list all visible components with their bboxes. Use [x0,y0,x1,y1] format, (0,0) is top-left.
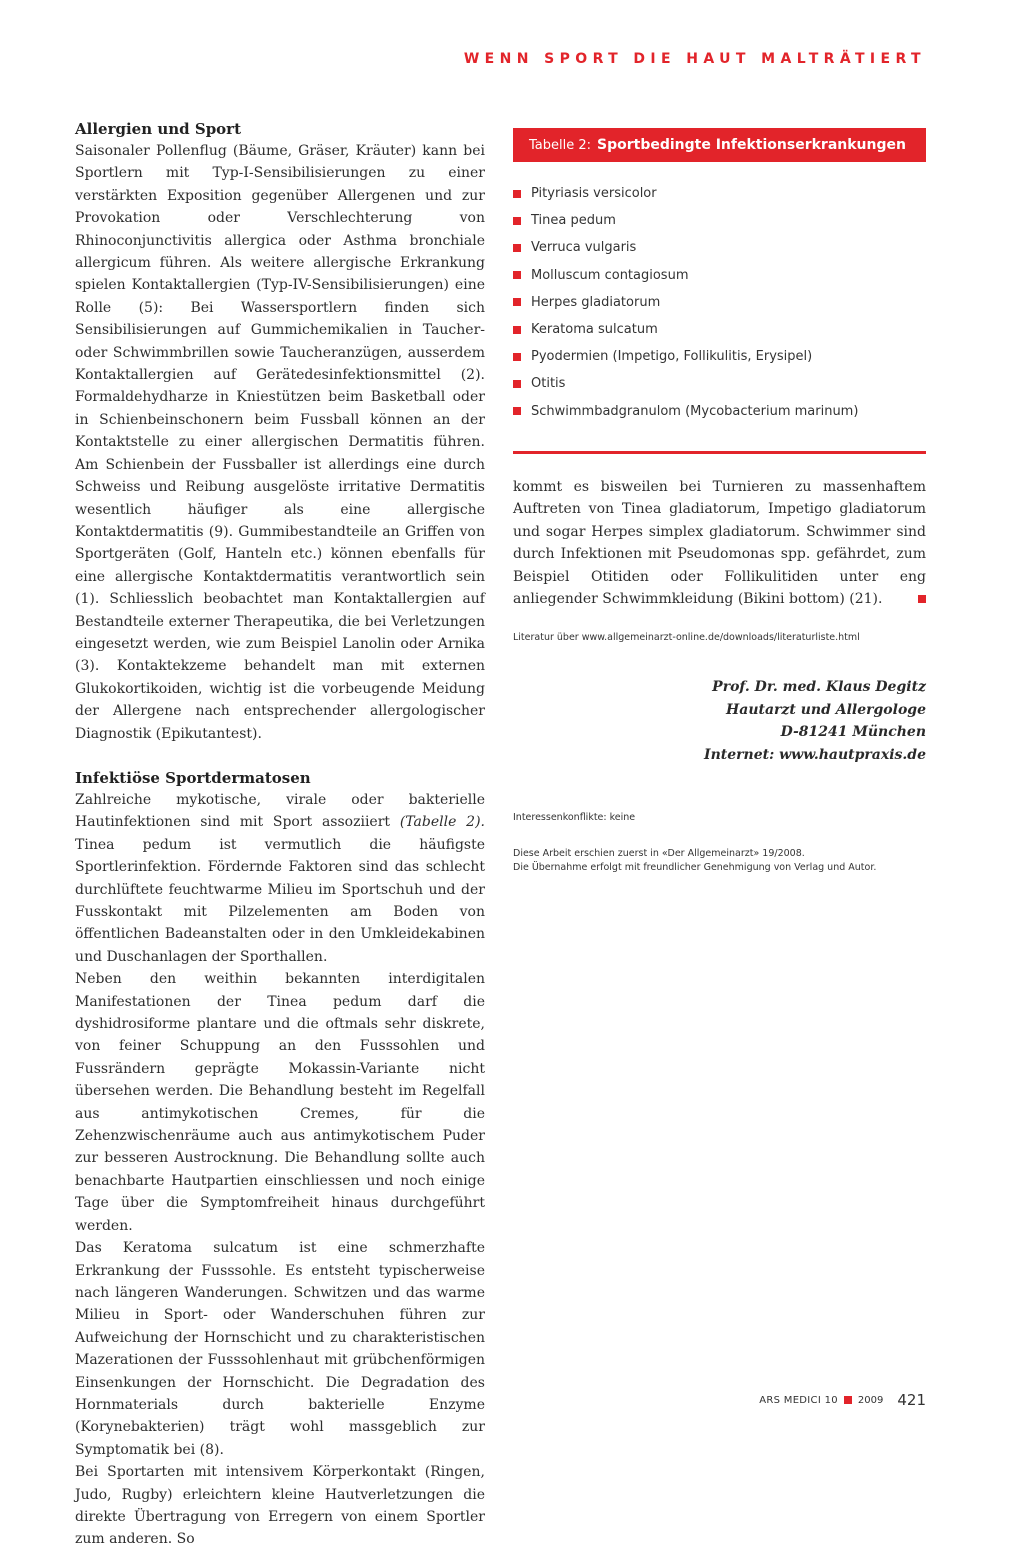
table-bottom-rule [513,451,926,454]
list-item [513,370,926,397]
list-item [513,234,926,261]
section-heading-allergies: Allergien und Sport [75,120,242,138]
bullet-square-icon [513,326,521,334]
publication-note [513,847,926,875]
list-item [513,207,926,234]
list-item [513,398,926,425]
literature-note [513,631,926,645]
conflicts-note [513,811,926,825]
issue-year: 2009 [857,1394,884,1406]
list-item [513,262,926,289]
list-item-text: Pyodermien (Impetigo, Follikulitis, Erysipel) [531,349,813,365]
author-website: Internet: www.hautpraxis.de [704,747,926,764]
list-item-text: Pityriasis versicolor [531,186,657,202]
author-name: Prof. Dr. med. Klaus Degitz [712,679,926,695]
list-item [513,289,926,316]
magazine-name: ARS MEDICI 10 [759,1394,838,1406]
list-item-text: Keratoma sulcatum [531,322,658,338]
page-number: 421 [897,1391,926,1409]
list-item-text: Otitis [531,376,566,392]
infection-table [513,128,926,425]
running-header: WENN SPORT DIE HAUT MALTRÄTIERT [463,51,926,67]
author-block [513,676,926,767]
list-item-text: Schwimmbadgranulom (Mycobacterium marinum) [531,403,859,419]
list-item-text: Molluscum contagiosum [531,267,689,283]
list-item-text: Verruca vulgaris [531,240,637,256]
infections-paragraph-1 [75,789,485,968]
bullet-square-icon [513,353,521,361]
table-reference: (Tabelle 2). [399,814,485,831]
page-footer [759,1391,926,1409]
publication-note-line-2: Die Übernahme erfolgt mit freundlicher Genehmigung von Verlag und Autor. [513,862,877,873]
list-item-text: Tinea pedum [531,213,616,229]
text-run: Tinea pedum ist vermutlich die häufigste Sportlerinfektion. Fördernde Faktoren sind das schlecht durchlüftete feuchtwarme Milieu im Sportschuh und der Fusskontakt mit Pilzelementen am Boden von öffentlichen Badeanstalten oder in den Umkleidekabinen und Duschanlagen der Sporthallen. [75,836,485,965]
end-of-article-icon [918,595,926,603]
list-item [513,316,926,343]
bullet-square-icon [513,190,521,198]
bullet-square-icon [513,244,521,252]
right-column-text [513,476,926,610]
list-item [513,180,926,207]
footer-square-icon [844,1396,852,1404]
author-address: D-81241 München [780,724,926,741]
bullet-square-icon [513,407,521,415]
list-item-text: Herpes gladiatorum [531,294,661,310]
text-run: Zahlreiche mykotische, virale oder bakterielle Hautinfektionen sind mit Sport assoziiert [75,791,485,831]
left-column [75,118,485,1551]
list-item [513,343,926,370]
continuation-paragraph [513,476,926,610]
section-heading-infections: Infektiöse Sportdermatosen [75,768,311,787]
literature-link: Literatur über www.allgemeinarzt-online.de/downloads/literaturliste.html [513,632,860,643]
table-label: Tabelle 2: [529,137,592,153]
text-run: kommt es bisweilen bei Turnieren zu massenhaftem Auftreten von Tinea gladiatorum, Impetigo gladiatorum und sogar Herpes simplex gladiatorum. Schwimmer sind durch Infektionen mit Pseudomonas spp. gefährdet, zum Beispiel Otitiden oder Follikulitiden unter eng anliegender Schwimmkleidung (Bikini bottom) (21). [513,479,926,608]
allergies-paragraph: Saisonaler Pollenflug (Bäume, Gräser, Kräuter) kann bei Sportlern mit Typ-I-Sensibilisierungen zu einer verstärkten Exposition gegenüber Allergenen und zur Provokation oder Verschlechterung von Rhinoconjunctivitis allergica oder Asthma bronchiale allergicum führen. Als weitere allergische Erkrankung spielen Kontaktallergien (Typ-IV-Sensibilisierungen) eine Rolle (5): Bei Wassersportlern finden sich Sensibilisierungen auf Gummichemikalien in Taucher- oder Schwimmbrillen sowie Taucheranzügen, ausserdem Kontaktallergien auf Gerätedesinfektionsmittel (2). Formaldehydharze in Kniestützen beim Basketball oder in Schienbeinschonern beim Fussball können an der Kontaktstelle zu einer allergischen Dermatitis führen. Am Schienbein der Fussballer ist allerdings eine durch Schweiss und Reibung ausgelöste irritative Dermatitis wesentlich häufiger als eine allergische Kontaktdermatitis (9). Gummibestandteile an Griffen von Sportgeräten (Golf, Hanteln etc.) können ebenfalls für eine allergische Kontaktdermatitis verantwortlich sein (1). Schliesslich beobachtet man Kontaktallergien auf Bestandteile externer Therapeutika, die bei Verletzungen eingesetzt werden, wie zum Beispiel Lanolin oder Arnika (3). Kontaktekzeme behandelt man mit externen Glukokortikoiden, wichtig ist die vorbeugende Meidung der Allergene nach entsprechender allergologischer Diagnostik (Epikutantest). [75,143,485,742]
infections-paragraph-3: Das Keratoma sulcatum ist eine schmerzhafte Erkrankung der Fusssohle. Es entsteht typischerweise nach längeren Wanderungen. Schwitzen und das warme Milieu in Sport- oder Wanderschuhen führen zur Aufweichung der Hornschicht und zu charakteristischen Mazerationen der Fusssohlenhaut mit grübchenförmigen Einsenkungen der Hornschicht. Die Degradation des Hornmaterials durch bakterielle Enzyme (Korynebakterien) trägt wohl massgeblich zur Symptomatik bei (8). [75,1240,485,1458]
bullet-square-icon [513,271,521,279]
author-title: Hautarzt und Allergologe [726,701,926,718]
table-list [513,180,926,425]
conflicts-text: Interessenkonflikte: keine [513,812,636,823]
bullet-square-icon [513,298,521,306]
bullet-square-icon [513,217,521,225]
table-header [513,128,926,162]
bullet-square-icon [513,380,521,388]
table-title: Sportbedingte Infektionserkrankungen [597,137,906,153]
infections-paragraph-2: Neben den weithin bekannten interdigitalen Manifestationen der Tinea pedum darf die dyshidrosiforme plantare und die oftmals sehr diskrete, von feiner Schuppung an den Fusssohlen und Fussrändern geprägte Mokassin-Variante nicht übersehen werden. Die Behandlung besteht im Regelfall aus antimykotischen Cremes, für die Zehenzwischenräume auch aus antimykotischem Puder zur besseren Austrocknung. Die Behandlung sollte auch benachbarte Hautpartien einschliessen und noch einige Tage über die Symptomfreiheit hinaus durchgeführt werden. [75,971,485,1234]
infections-paragraph-4: Bei Sportarten mit intensivem Körperkontakt (Ringen, Judo, Rugby) erleichtern kleine Hautverletzungen die direkte Übertragung von Erregern von einem Sportler zum anderen. So [75,1464,485,1548]
publication-note-line-1: Diese Arbeit erschien zuerst in «Der Allgemeinarzt» 19/2008. [513,848,805,859]
